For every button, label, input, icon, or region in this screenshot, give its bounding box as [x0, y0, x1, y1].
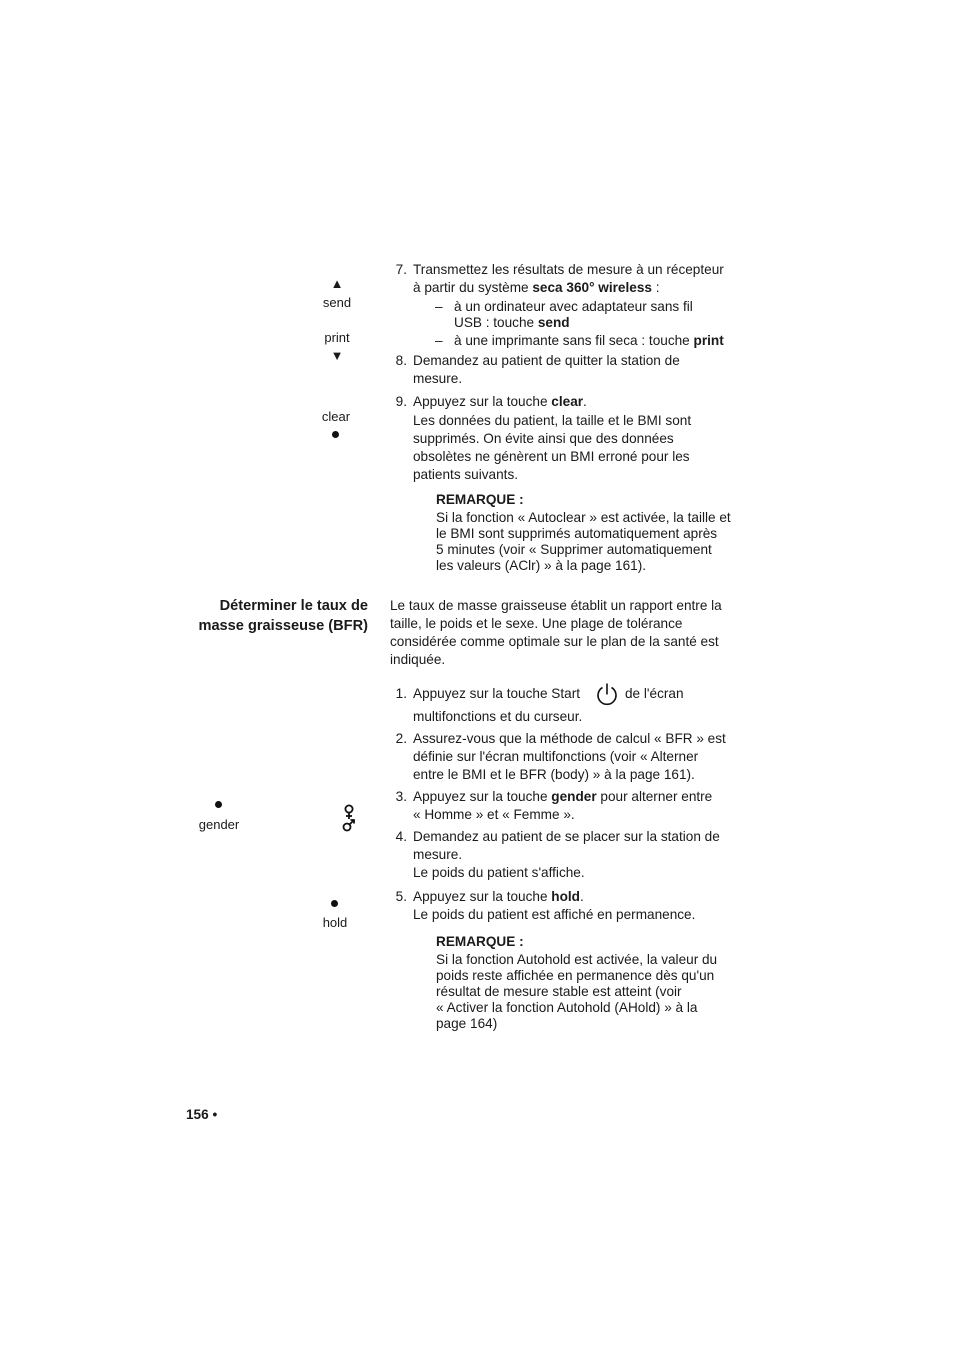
clear-key-name: clear: [551, 394, 584, 409]
page-number-value: 156: [186, 1107, 209, 1122]
step-8: [395, 352, 743, 388]
step-8-text-2: mesure.: [413, 371, 463, 386]
step-9-detail-1: Les données du patient, la taille et le BMI sont: [413, 413, 692, 428]
intro-line: taille, le poids et le sexe. Une plage de tolérance: [390, 616, 683, 631]
step-1-line-2: multifonctions et du curseur.: [413, 709, 583, 724]
product-name: seca 360° wireless: [532, 280, 652, 295]
note-line: page 164): [436, 1016, 498, 1031]
sub-step-print: – à une imprimante sans fil seca : touche print: [435, 333, 724, 348]
step-5-detail: Le poids du patient est affiché en permanence.: [413, 907, 696, 922]
step-4-text-2: mesure.: [413, 847, 463, 862]
note-title: REMARQUE :: [436, 934, 524, 949]
gender-key-label: gender: [198, 817, 240, 832]
sub-step-send: [435, 298, 754, 332]
print-key-name: print: [693, 333, 724, 348]
intro-line: indiquée.: [390, 652, 446, 667]
intro-line: considérée comme optimale sur le plan de la santé est: [390, 634, 719, 649]
step-2-text-2: définie sur l'écran multifonctions (voir « Alterner: [413, 749, 699, 764]
send-key-name: send: [537, 315, 570, 330]
note-line: « Activer la fonction Autohold (AHold) » à la: [436, 1000, 698, 1015]
power-icon: [595, 682, 619, 708]
gender-key-name: gender: [551, 789, 597, 804]
clear-key-dot: [332, 431, 339, 438]
step-5-text: Appuyez sur la touche hold.: [413, 889, 584, 904]
hold-key-label: hold: [322, 915, 348, 930]
sub-step-send-text: à un ordinateur avec adaptateur sans fil: [454, 299, 693, 314]
step-1-text: Appuyez sur la touche Start: [413, 686, 580, 701]
note-title: REMARQUE :: [436, 492, 524, 507]
note-autohold: [436, 934, 746, 1032]
step-9: [395, 393, 743, 484]
step-8-text: Demandez au patient de quitter la station de: [413, 353, 680, 368]
hold-key-dot: [331, 900, 338, 907]
step-1-continuation: de l'écran: [625, 686, 684, 701]
dash: –: [435, 333, 443, 348]
step-7-text: Transmettez les résultats de mesure à un récepteur: [413, 262, 724, 277]
step-5-number: 5.: [395, 889, 407, 904]
step-4-detail: Le poids du patient s'affiche.: [413, 865, 585, 880]
step-3-text: Appuyez sur la touche gender pour alterner entre: [413, 789, 713, 804]
intro-paragraph: [390, 597, 746, 669]
step-3-text-2: « Homme » et « Femme ».: [413, 807, 575, 822]
step-2-text: Assurez-vous que la méthode de calcul « BFR » est: [413, 731, 726, 746]
step-9-detail-3: obsolètes ne génèrent un BMI erroné pour les: [413, 449, 690, 464]
step-1-number: 1.: [395, 686, 407, 701]
note-line: le BMI sont supprimés automatiquement après: [436, 526, 718, 541]
note-line: résultat de mesure stable est atteint (voir: [436, 984, 682, 999]
step-9-number: 9.: [395, 394, 407, 409]
section-heading-line-1: Déterminer le taux de: [219, 598, 368, 614]
step-2-text-3: entre le BMI et le BFR (body) » à la page 161).: [413, 767, 695, 782]
gender-key-dot: [215, 801, 222, 808]
page-number: [186, 1107, 217, 1122]
note-autoclear: [436, 492, 746, 574]
step-4-text: Demandez au patient de se placer sur la station de: [413, 829, 720, 844]
step-2-number: 2.: [395, 731, 407, 746]
step-5: [395, 888, 743, 924]
page-bullet: •: [212, 1107, 218, 1122]
note-line: poids reste affichée en permanence dès qu'un: [436, 968, 715, 983]
step-2: [395, 730, 743, 784]
step-4-number: 4.: [395, 829, 407, 844]
send-key-label: send: [322, 295, 352, 310]
send-arrow: ▲: [330, 276, 344, 291]
step-7: [395, 261, 743, 297]
print-arrow: ▼: [330, 348, 344, 363]
step-9-text: Appuyez sur la touche clear.: [413, 394, 587, 409]
note-line: les valeurs (AClr) » à la page 161).: [436, 558, 647, 573]
dash: –: [435, 299, 443, 314]
sub-step-send-line-2: USB : touche send: [454, 315, 570, 330]
step-7-line-2: à partir du système seca 360° wireless :: [413, 280, 660, 295]
hold-key-name: hold: [551, 889, 580, 904]
step-9-detail-2: supprimés. On évite ainsi que des données: [413, 431, 674, 446]
note-line: 5 minutes (voir « Supprimer automatiquement: [436, 542, 712, 557]
clear-key-label: clear: [321, 409, 351, 424]
print-key-label: print: [324, 330, 350, 345]
intro-line: Le taux de masse graisseuse établit un rapport entre la: [390, 598, 722, 613]
step-3-number: 3.: [395, 789, 407, 804]
note-line: Si la fonction Autohold est activée, la valeur du: [436, 952, 718, 967]
male-icon: [342, 818, 356, 832]
step-9-detail-4: patients suivants.: [413, 467, 519, 482]
step-4: [395, 828, 743, 882]
step-3: [395, 788, 743, 824]
step-8-number: 8.: [395, 353, 407, 368]
section-heading-line-2: masse graisseuse (BFR): [198, 618, 368, 634]
note-line: Si la fonction « Autoclear » est activée, la taille et: [436, 510, 731, 525]
step-7-number: 7.: [395, 262, 407, 277]
section-heading: [150, 596, 368, 636]
